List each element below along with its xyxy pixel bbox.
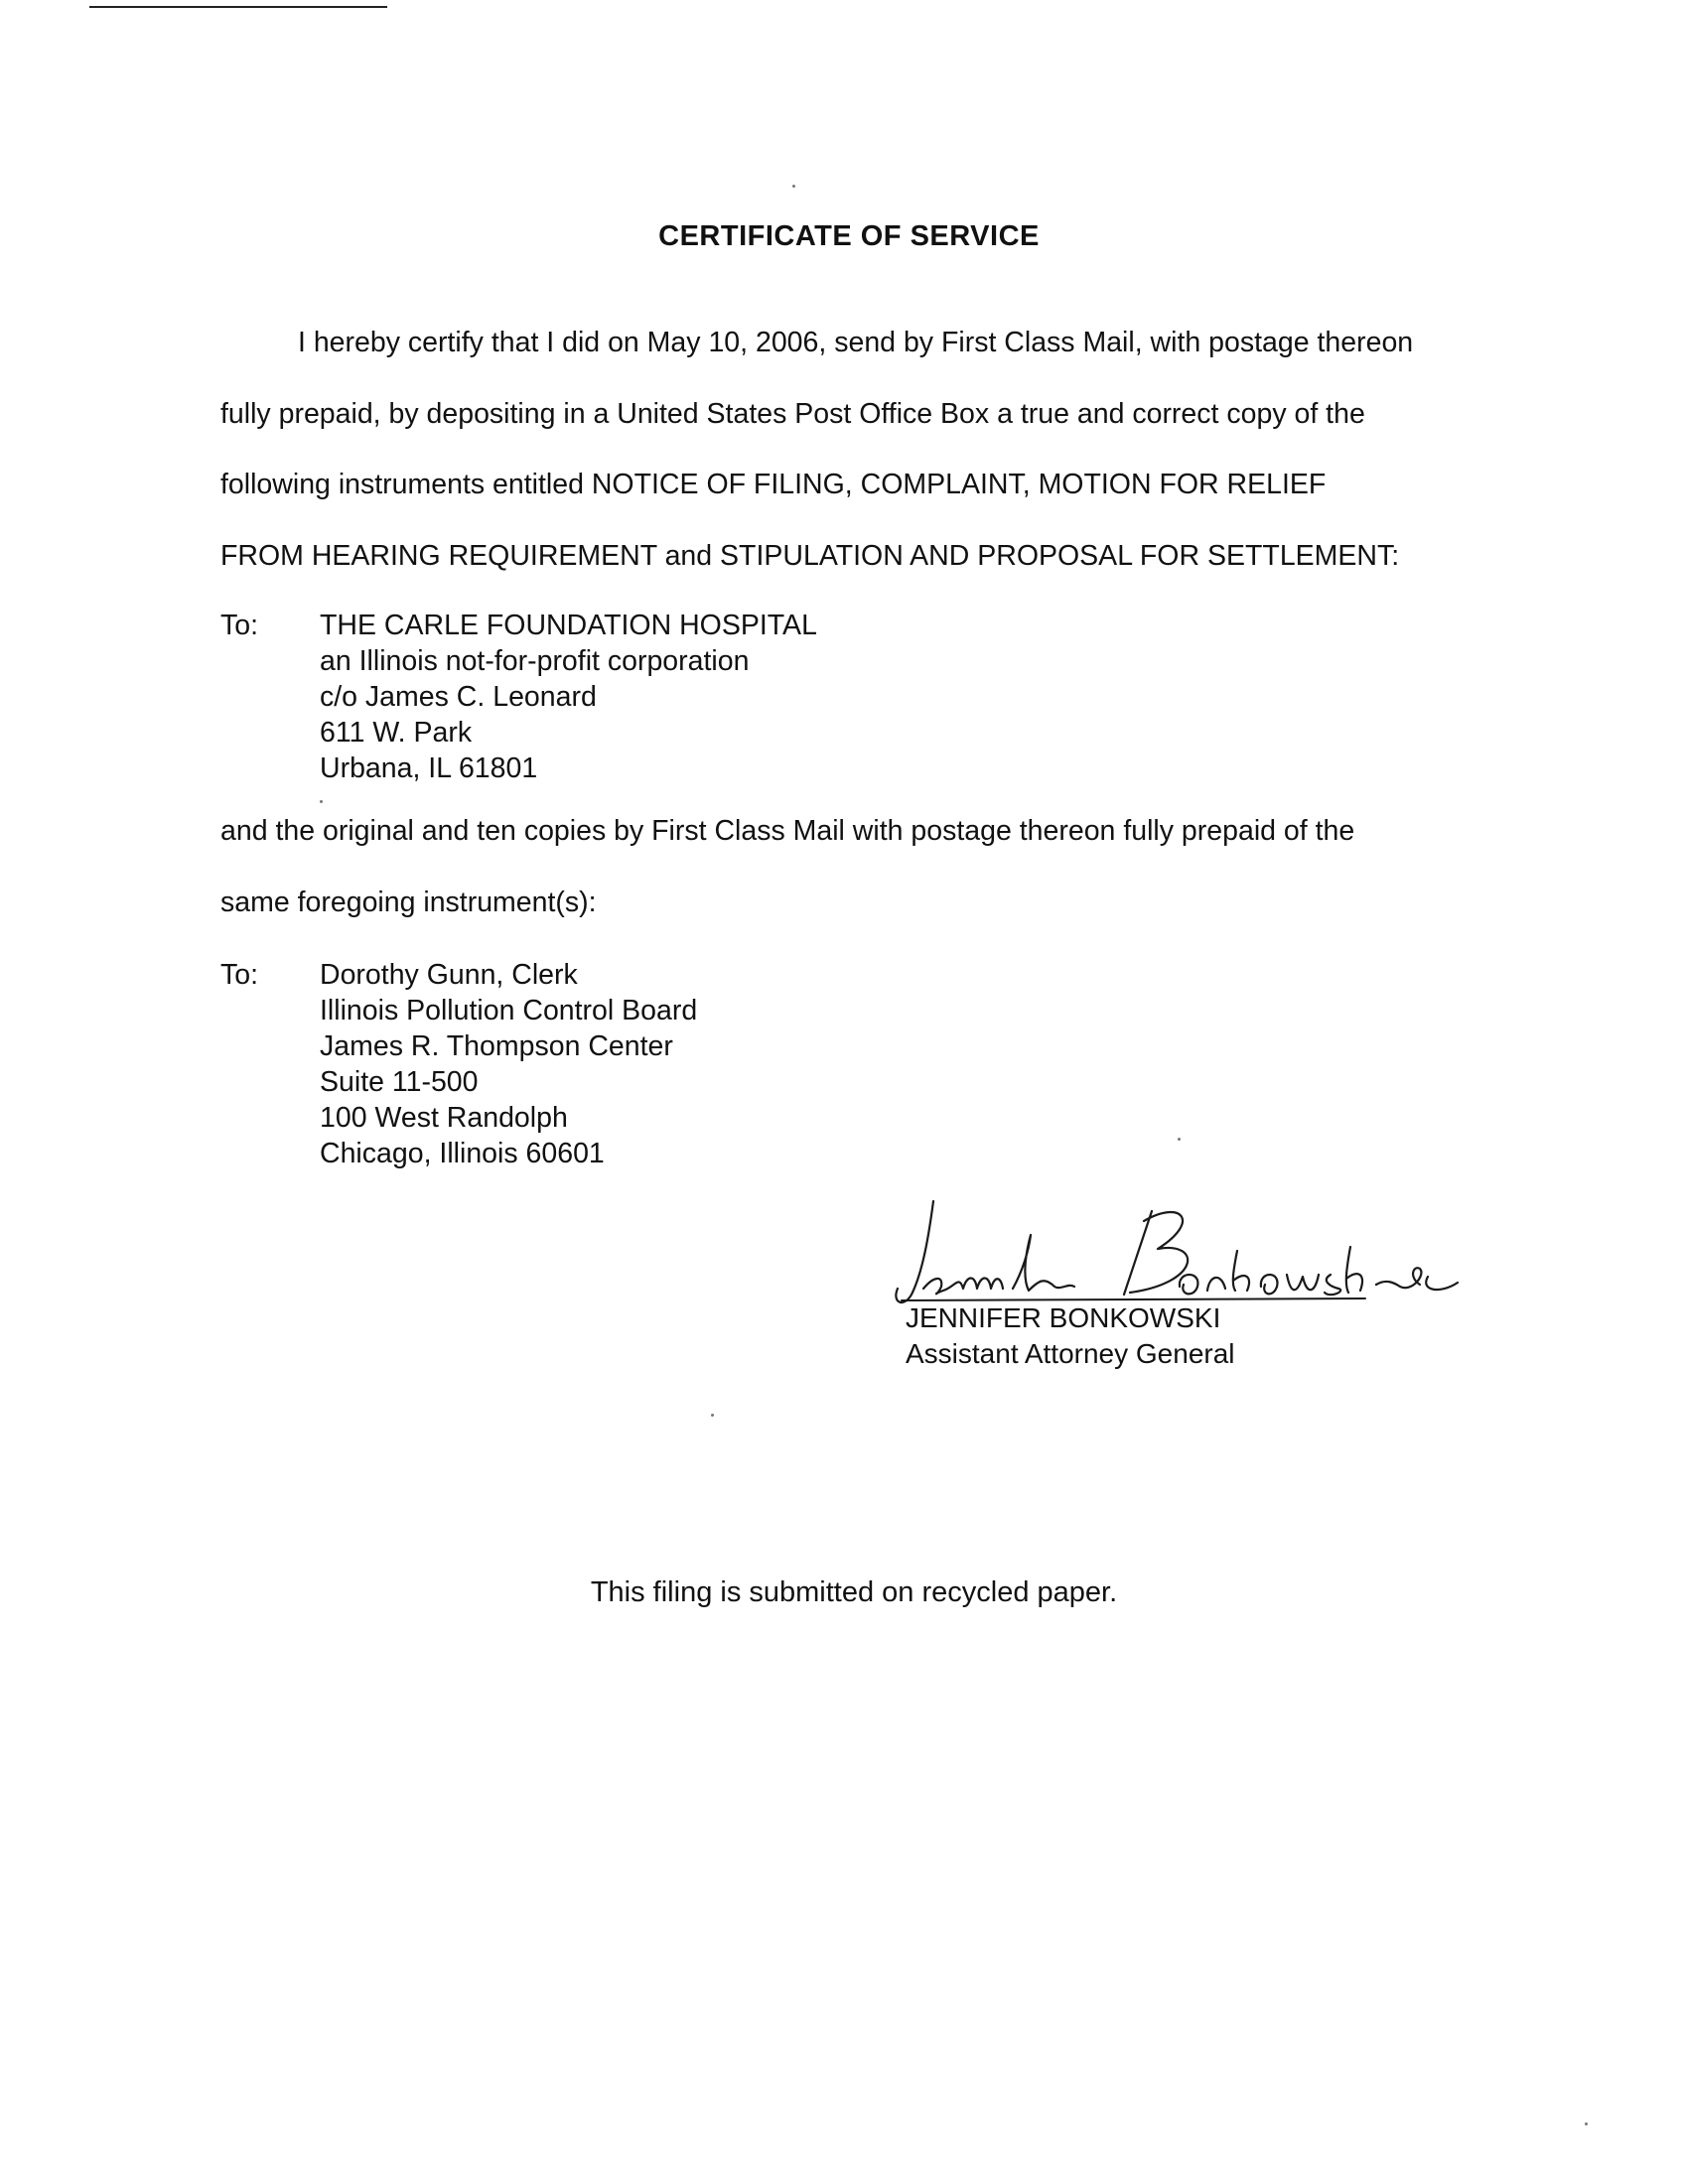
signatory-name: JENNIFER BONKOWSKI xyxy=(906,1302,1221,1333)
scan-artifact-line xyxy=(89,6,387,8)
signatory-title: Assistant Attorney General xyxy=(906,1338,1235,1369)
recycled-paper-note: This filing is submitted on recycled paper. xyxy=(590,1576,1118,1608)
address-line: Urbana, IL 61801 xyxy=(320,752,538,784)
address-line: James R. Thompson Center xyxy=(320,1030,673,1062)
address-line: an Illinois not-for-profit corporation xyxy=(320,645,750,677)
scan-speck xyxy=(1585,2122,1588,2125)
paragraph-line: following instruments entitled NOTICE OF FILING, COMPLAINT, MOTION FOR RELIEF xyxy=(220,469,1327,500)
document-title: CERTIFICATE OF SERVICE xyxy=(658,220,1040,252)
address-line: Chicago, Illinois 60601 xyxy=(320,1138,605,1169)
paragraph-line: same foregoing instrument(s): xyxy=(220,886,597,918)
to-label: To: xyxy=(220,959,259,991)
signature-block xyxy=(864,1191,1618,1410)
scan-speck xyxy=(711,1414,714,1417)
address-line: 100 West Randolph xyxy=(320,1102,568,1134)
address-line: Illinois Pollution Control Board xyxy=(320,995,698,1026)
certification-paragraph xyxy=(220,308,1481,592)
paragraph-line: I hereby certify that I did on May 10, 2006, send by First Class Mail, with postage thereon xyxy=(298,327,1414,358)
address-line: Suite 11-500 xyxy=(320,1066,479,1098)
scan-speck xyxy=(1178,1138,1181,1141)
scan-speck xyxy=(792,185,795,188)
paragraph-line: FROM HEARING REQUIREMENT and STIPULATION AND PROPOSAL FOR SETTLEMENT: xyxy=(220,539,1400,572)
paragraph-line: and the original and ten copies by First Class Mail with postage thereon fully prepaid of the xyxy=(220,815,1355,847)
paragraph-line: fully prepaid, by depositing in a United States Post Office Box a true and correct copy of the xyxy=(220,397,1365,430)
original-copies-paragraph xyxy=(220,796,1481,938)
address-line: Dorothy Gunn, Clerk xyxy=(320,959,578,991)
to-label: To: xyxy=(220,610,259,641)
address-line: 611 W. Park xyxy=(320,717,473,749)
address-line: c/o James C. Leonard xyxy=(320,681,597,713)
address-line: THE CARLE FOUNDATION HOSPITAL xyxy=(320,610,817,641)
scan-speck xyxy=(320,800,323,803)
